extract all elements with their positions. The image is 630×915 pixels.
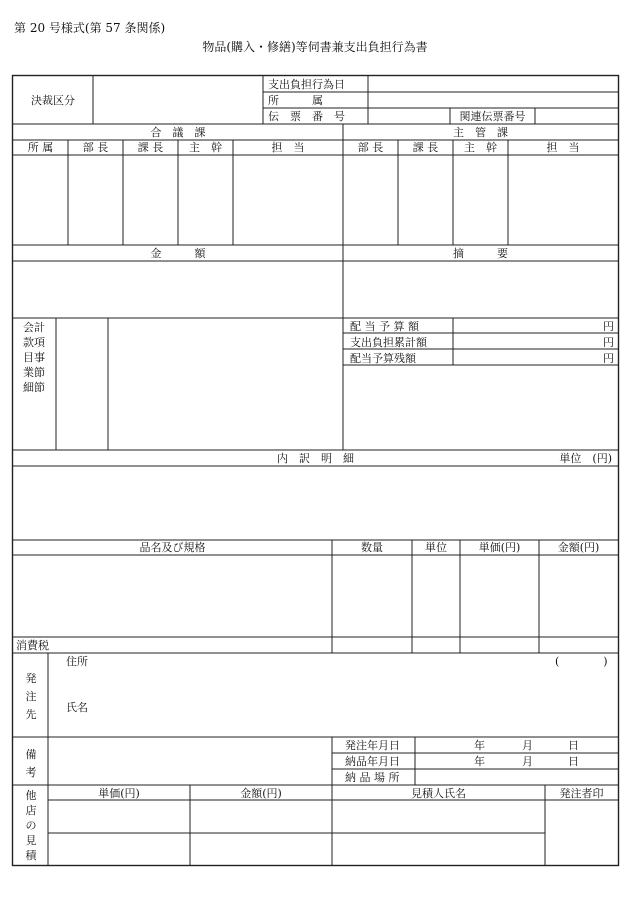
shozoku-label: 所 属 xyxy=(268,94,323,107)
col-amount: 金額(円) xyxy=(557,541,600,554)
place-label: 納 品 場 所 xyxy=(345,771,400,784)
delivery-month: 月 xyxy=(522,755,533,768)
col-tanto: 担 当 xyxy=(271,141,305,154)
col-r-tanto: 担 当 xyxy=(546,141,580,154)
col-item: 品名及び規格 xyxy=(139,541,206,554)
tekiyo-label: 摘 要 xyxy=(453,247,508,260)
denpyo-label: 伝 票 番 号 xyxy=(268,110,345,123)
name-label: 氏名 xyxy=(66,701,88,714)
account-label: 会計款項目事業節細節 xyxy=(23,321,45,394)
order-day: 日 xyxy=(568,739,579,752)
supplier-label: 発注先 xyxy=(25,672,37,721)
order-date-label: 発注年月日 xyxy=(345,739,400,752)
est-price: 単価(円) xyxy=(98,787,140,800)
budget-row-2: 支出負担累計額 xyxy=(350,336,427,349)
tax-label: 消費税 xyxy=(16,639,49,652)
est-person: 見積人氏名 xyxy=(411,787,466,800)
col-unit: 単位 xyxy=(425,541,447,554)
col-kacho: 課 長 xyxy=(137,141,164,154)
yen-3: 円 xyxy=(603,352,614,365)
delivery-date-label: 納品年月日 xyxy=(345,755,400,768)
delivery-day: 日 xyxy=(568,755,579,768)
col-price: 単価(円) xyxy=(478,541,521,554)
col-r-bucho: 部 長 xyxy=(357,141,384,154)
delivery-year: 年 xyxy=(474,755,485,768)
est-amount: 金額(円) xyxy=(240,787,282,800)
shukan-label: 主 管 課 xyxy=(453,126,508,139)
col-qty: 数量 xyxy=(361,541,383,554)
address-label: 住所 xyxy=(66,655,88,668)
breakdown-unit: 単位 (円) xyxy=(559,452,612,465)
order-year: 年 xyxy=(474,739,485,752)
yen-2: 円 xyxy=(603,336,614,349)
form-number: 第 20 号様式(第 57 条関係) xyxy=(14,21,166,35)
order-month: 月 xyxy=(522,739,533,752)
kingaku-label: 金 額 xyxy=(150,247,206,260)
gougi-label: 合 議 課 xyxy=(150,126,206,139)
col-r-shukan: 主 幹 xyxy=(464,141,497,154)
yen-1: 円 xyxy=(603,320,614,333)
kanren-denpyo-label: 関連伝票番号 xyxy=(459,110,526,123)
col-shukan: 主 幹 xyxy=(189,141,222,154)
est-seal: 発注者印 xyxy=(559,787,604,800)
address-paren: ( ) xyxy=(555,655,608,668)
col-r-kacho: 課 長 xyxy=(412,141,439,154)
estimate-label: 他店の見積 xyxy=(25,789,37,862)
budget-row-3: 配当予算残額 xyxy=(350,352,416,365)
kessai-kubun-label: 決裁区分 xyxy=(31,94,75,107)
page-title: 物品(購入・修繕)等伺書兼支出負担行為書 xyxy=(202,40,428,54)
shishutsu-date-label: 支出負担行為日 xyxy=(268,78,345,91)
col-shozoku: 所 属 xyxy=(27,141,54,154)
remarks-label: 備考 xyxy=(25,748,37,779)
budget-row-1: 配 当 予 算 額 xyxy=(350,320,419,333)
col-bucho: 部 長 xyxy=(82,141,109,154)
breakdown-title: 内 訳 明 細 xyxy=(277,452,354,465)
